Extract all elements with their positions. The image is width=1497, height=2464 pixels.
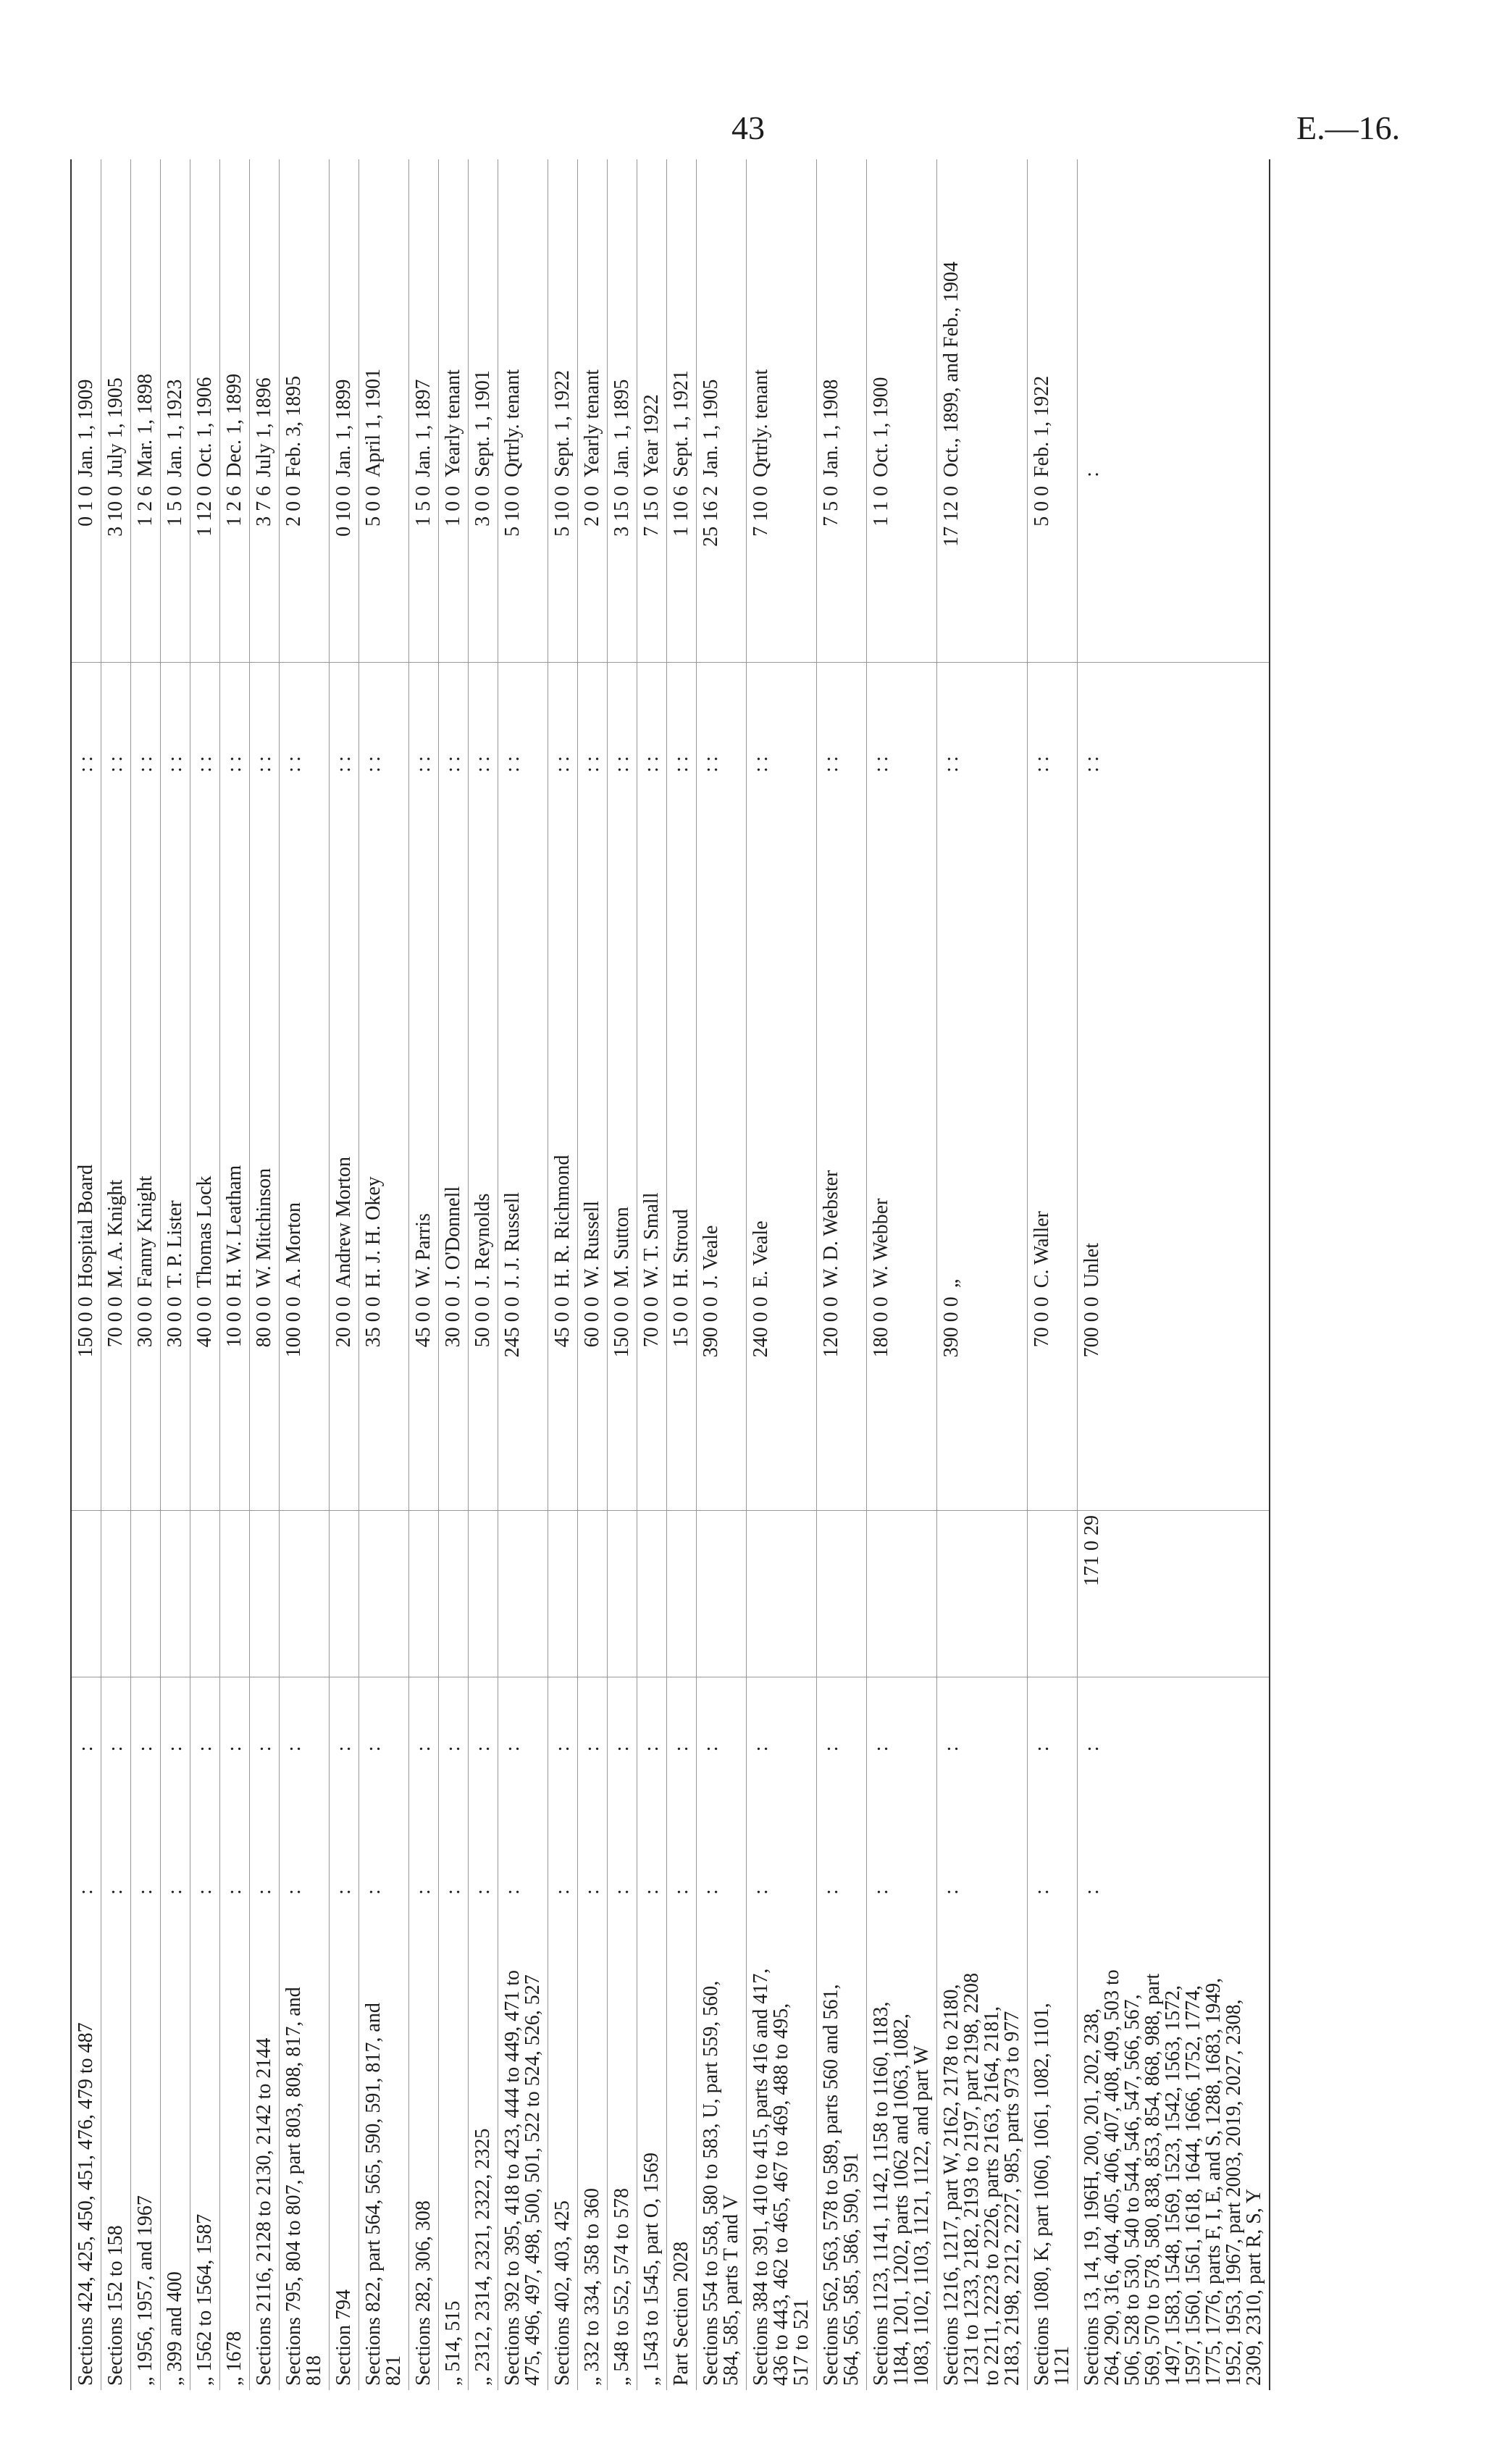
value-cell: 30 0 0 [439,1292,469,1510]
leader-dots-cell: : : [164,755,186,773]
area-cell [608,1510,637,1677]
value-cell: 180 0 0 [867,1292,937,1510]
leader-dots-cell: : : [1031,755,1053,773]
area-cell [280,1510,330,1677]
leader-dots-cell: : [1081,1746,1103,1752]
area-cell [359,1510,409,1677]
area-cell [161,1510,190,1677]
leader-dots-cell: : [940,1746,963,1752]
lessee-cell: H. R. Richmond [551,1155,574,1288]
area-cell [220,1510,250,1677]
area-cell: 171 0 29 [1078,1510,1270,1677]
rent-cell: 1 12 0 [190,482,220,663]
rent-cell: 1 2 6 [220,482,250,663]
value-cell: 60 0 0 [578,1292,608,1510]
leader-dots-cell: : : [750,755,772,773]
land-description-cell: „ 1543 to 1545, part O, 1569 [640,2153,663,2386]
leader-dots-cell: : [253,1889,275,1895]
rent-cell: 1 5 0 [409,482,439,663]
area-cell [498,1510,548,1677]
land-description-cell: Sections 392 to 395, 418 to 423, 444 to 449, 471 to 475, 496, 497, 498, 500, 501, 522 to 524, 526, 527 [501,1970,544,2386]
rent-cell: 5 0 0 [1028,482,1078,663]
leader-dots-cell: : [501,1889,524,1895]
lessee-cell: „ [940,1278,963,1288]
expiry-cell: Jan. 1, 1897 [412,379,435,477]
rent-cell: 1 10 6 [667,482,697,663]
leader-dots-cell: : [362,1889,385,1895]
leader-dots-cell: : [820,1889,842,1895]
expiry-cell: : [1081,472,1103,477]
land-description-cell: Sections 384 to 391, 410 to 415, parts 416 and 417, 436 to 443, 462 to 465, 467 to 469, 488 to 495, 517 to 521 [750,1968,813,2386]
table-row [131,159,161,2390]
leader-dots-cell: : [551,1889,574,1895]
lessee-cell: Andrew Morton [332,1157,355,1288]
table-row [1028,159,1078,2390]
land-description-cell: Sections 822, part 564, 565, 590, 591, 817, and 821 [362,2003,405,2386]
leader-dots-cell: : [362,1746,385,1752]
table-row [498,159,548,2390]
table-row [548,159,578,2390]
rent-cell: 5 0 0 [359,482,409,663]
lessee-cell: H. W. Leatham [223,1165,246,1288]
leader-dots-cell: : [75,1889,97,1895]
land-description-cell: „ 1678 [223,2331,246,2386]
lessee-cell: W. Parris [412,1213,435,1288]
expiry-cell: Qrtrly. tenant [750,369,772,477]
leader-dots-cell: : [820,1746,842,1752]
rent-cell: 1 1 0 [867,482,937,663]
area-cell [637,1510,667,1677]
leader-dots-cell: : : [253,755,275,773]
table-row [190,159,220,2390]
leader-dots-cell: : [501,1746,524,1752]
table-row [1078,159,1270,2390]
leader-dots-cell: : [332,1889,355,1895]
land-description-cell: „ 399 and 400 [164,2271,186,2386]
leader-dots-cell: : : [134,755,156,773]
expiry-cell: Jan. 1, 1923 [164,379,186,477]
leader-dots-cell: : : [104,755,127,773]
value-cell: 20 0 0 [330,1292,359,1510]
area-cell [330,1510,359,1677]
rent-cell: 1 0 0 [439,482,469,663]
value-cell: 245 0 0 [498,1292,548,1510]
expiry-cell: July 1, 1905 [104,377,127,477]
value-cell: 100 0 0 [280,1292,330,1510]
lessee-cell: C. Waller [1031,1211,1053,1288]
table-row [220,159,250,2390]
land-description-cell: Sections 152 to 158 [104,2225,127,2386]
lessee-cell: J. Reynolds [471,1193,494,1288]
expiry-cell: Jan. 1, 1905 [700,379,722,477]
table-header-rule [65,159,71,2390]
value-cell: 390 0 0 [937,1292,1028,1510]
leader-dots-cell: : [412,1746,435,1752]
leader-dots-cell: : : [581,755,603,773]
table-row [71,159,101,2390]
leader-dots-cell: : [75,1746,97,1752]
value-cell: 150 0 0 [608,1292,637,1510]
leader-dots-cell: : [750,1746,772,1752]
lessee-cell: H. J. H. Okey [362,1176,385,1288]
value-cell: 10 0 0 [220,1292,250,1510]
rotated-table-wrapper [65,159,1265,2390]
expiry-cell: Qrtrly. tenant [501,369,524,477]
value-cell: 45 0 0 [548,1292,578,1510]
leader-dots-cell: : [870,1746,892,1752]
leader-dots-cell: : [253,1746,275,1752]
leader-dots-cell: : : [551,755,574,773]
table-body [71,159,1270,2390]
leader-dots-cell: : [442,1746,464,1752]
leader-dots-cell: : [670,1746,692,1752]
leader-dots-cell: : : [940,755,963,773]
area-cell [867,1510,937,1677]
leader-dots-cell: : : [501,755,524,773]
table-row [409,159,439,2390]
leader-dots-cell: : : [282,755,305,773]
table-row [578,159,608,2390]
leader-dots-cell: : [282,1746,305,1752]
lessee-cell: A. Morton [282,1202,305,1288]
leader-dots-cell: : [442,1889,464,1895]
value-cell: 30 0 0 [131,1292,161,1510]
rent-cell: 17 12 0 [937,482,1028,663]
leader-dots-cell: : [551,1746,574,1752]
land-description-cell: Section 794 [332,2289,355,2386]
leader-dots-cell: : [581,1889,603,1895]
area-cell [101,1510,131,1677]
table-row [637,159,667,2390]
lessee-cell: H. Stroud [670,1209,692,1288]
rent-cell: 5 10 0 [548,482,578,663]
leader-dots-cell: : [471,1889,494,1895]
table-row [161,159,190,2390]
table-row [330,159,359,2390]
area-cell [548,1510,578,1677]
table-row [667,159,697,2390]
leader-dots-cell: : [332,1746,355,1752]
value-cell: 15 0 0 [667,1292,697,1510]
leader-dots-cell: : [104,1746,127,1752]
lessee-cell: W. Mitchinson [253,1168,275,1288]
rent-cell: 7 10 0 [747,482,817,663]
land-description-cell: Sections 1216, 1217, part W, 2162, 2178 to 2180, 1231 to 1233, 2182, 2193 to 2197, part 2198, 2208 to 2211, 2223 to 2226, parts 2163, 2164, 2181, 2183, 2198, 2212, 2227, 985, parts 973 to 977 [940,1972,1023,2386]
rent-cell: 3 7 6 [250,482,280,663]
lessee-cell: Fanny Knight [134,1176,156,1288]
expiry-cell: Year 1922 [640,394,663,477]
expiry-cell: April 1, 1901 [362,368,385,477]
area-cell [439,1510,469,1677]
lessee-cell: Thomas Lock [193,1176,216,1288]
value-cell: 150 0 0 [71,1292,101,1510]
rent-cell: 1 2 6 [131,482,161,663]
land-description-cell: Sections 13, 14, 19, 196H, 200, 201, 202, 238, 264, 290, 316, 404, 405, 406, 407, 408, 409, 503 to 506, 528 to 530, 540 to 544, 546, 547, 566, 567, 569, 570 to 578, 580, 838, 853, 854, 868, 988, part 1497, 1583, 1548, 1569, 1523, 1542, 1563, 1572, 1597, 1560, 1561, 1618, 1644, 1666, 1752, 1774, 1775, 1776, parts F, I, E, and S, 1288, 1683, 1949, 1952, 1953, 1967, part 2003, 2019, 2027, 2308, 2309, 2310, part R, S, Y [1081,1969,1265,2386]
land-description-cell: Sections 2116, 2128 to 2130, 2142 to 2144 [253,2037,275,2386]
land-description-cell: „ 548 to 552, 574 to 578 [611,2188,633,2386]
rent-cell: 3 15 0 [608,482,637,663]
page-number: 43 [731,109,765,146]
area-cell [937,1510,1028,1677]
leader-dots-cell: : [670,1889,692,1895]
lease-table [65,159,1270,2390]
expiry-cell: Feb. 3, 1895 [282,375,305,477]
expiry-cell: Oct. 1, 1900 [870,377,892,477]
lessee-cell: W. D. Webster [820,1170,842,1288]
document-code: E.—16. [1296,109,1401,146]
lessee-cell: M. Sutton [611,1207,633,1288]
land-description-cell: Sections 1080, K, part 1060, 1061, 1082, 1101, 1121 [1031,2003,1073,2386]
leader-dots-cell: : [193,1889,216,1895]
expiry-cell: Oct., 1899, and Feb., 1904 [940,261,963,477]
leader-dots-cell: : [870,1889,892,1895]
expiry-cell: Jan. 1, 1908 [820,379,842,477]
area-cell [1028,1510,1078,1677]
value-cell: 30 0 0 [161,1292,190,1510]
rent-cell: 1 5 0 [161,482,190,663]
value-cell: 50 0 0 [469,1292,498,1510]
table-row [280,159,330,2390]
expiry-cell: Sept. 1, 1922 [551,370,574,477]
table-row [359,159,409,2390]
land-description-cell: Sections 554 to 558, 580 to 583, U, part 559, 560, 584, 585, parts T and V [700,1980,742,2386]
rent-cell: 0 10 0 [330,482,359,663]
area-cell [578,1510,608,1677]
area-cell [71,1510,101,1677]
rent-cell: 5 10 0 [498,482,548,663]
land-description-cell: „ 514, 515 [442,2300,464,2386]
value-cell: 70 0 0 [637,1292,667,1510]
leader-dots-cell: : [471,1746,494,1752]
table-row [747,159,817,2390]
leader-dots-cell: : : [670,755,692,773]
area-cell [409,1510,439,1677]
leader-dots-cell: : [223,1889,246,1895]
leader-dots-cell: : : [611,755,633,773]
area-cell [190,1510,220,1677]
table-row [101,159,131,2390]
leader-dots-cell: : [1031,1746,1053,1752]
value-cell: 700 0 0 [1078,1292,1270,1510]
expiry-cell: Mar. 1, 1898 [134,373,156,477]
expiry-cell: Yearly tenant [442,369,464,477]
lessee-cell: W. Webber [870,1198,892,1288]
leader-dots-cell: : [134,1889,156,1895]
lessee-cell: J. J. Russell [501,1191,524,1288]
land-description-cell: Sections 795, 804 to 807, part 803, 808, 817, and 818 [282,1987,325,2386]
value-cell: 70 0 0 [101,1292,131,1510]
lessee-cell: Hospital Board [75,1164,97,1288]
rent-cell: 0 1 0 [71,482,101,663]
value-cell: 40 0 0 [190,1292,220,1510]
leader-dots-cell: : : [332,755,355,773]
lessee-cell: W. T. Small [640,1192,663,1288]
area-cell [469,1510,498,1677]
expiry-cell: Jan. 1, 1899 [332,379,355,477]
leader-dots-cell: : [104,1889,127,1895]
table-row [250,159,280,2390]
leader-dots-cell: : : [471,755,494,773]
leader-dots-cell: : [282,1889,305,1895]
leader-dots-cell: : [164,1889,186,1895]
area-cell [747,1510,817,1677]
area-cell [667,1510,697,1677]
leader-dots-cell: : : [442,755,464,773]
leader-dots-cell: : [640,1746,663,1752]
rent-cell: 7 5 0 [817,482,867,663]
land-description-cell: Part Section 2028 [670,2241,692,2386]
table-row [867,159,937,2390]
leader-dots-cell: : [1031,1889,1053,1895]
table-row [439,159,469,2390]
lessee-cell: J. O'Donnell [442,1186,464,1288]
value-cell: 45 0 0 [409,1292,439,1510]
rent-cell [1078,482,1270,663]
lessee-cell: J. Veale [700,1225,722,1288]
leader-dots-cell: : [223,1746,246,1752]
value-cell: 390 0 0 [697,1292,747,1510]
value-cell: 80 0 0 [250,1292,280,1510]
land-description-cell: Sections 402, 403, 425 [551,2200,574,2386]
leader-dots-cell: : : [412,755,435,773]
land-description-cell: „ 1956, 1957, and 1967 [134,2195,156,2386]
value-cell: 35 0 0 [359,1292,409,1510]
area-cell [697,1510,747,1677]
leader-dots-cell: : : [193,755,216,773]
leader-dots-cell: : [700,1746,722,1752]
land-description-cell: Sections 282, 306, 308 [412,2200,435,2386]
leader-dots-cell: : [164,1746,186,1752]
expiry-cell: Oct. 1, 1906 [193,377,216,477]
leader-dots-cell: : : [362,755,385,773]
table-row [697,159,747,2390]
leader-dots-cell: : [611,1889,633,1895]
leader-dots-cell: : [1081,1889,1103,1895]
area-cell [250,1510,280,1677]
land-description-cell: „ 1562 to 1564, 1587 [193,2213,216,2386]
table-row [469,159,498,2390]
expiry-cell: Jan. 1, 1895 [611,379,633,477]
value-cell: 240 0 0 [747,1292,817,1510]
table-row [937,159,1028,2390]
expiry-cell: Feb. 1, 1922 [1031,375,1053,477]
leader-dots-cell: : : [75,755,97,773]
rent-cell: 3 10 0 [101,482,131,663]
expiry-cell: Sept. 1, 1921 [670,370,692,477]
area-cell [131,1510,161,1677]
lessee-cell: E. Veale [750,1220,772,1288]
rent-cell: 7 15 0 [637,482,667,663]
leader-dots-cell: : : [640,755,663,773]
lessee-cell: W. Russell [581,1200,603,1288]
leader-dots-cell: : : [1081,755,1103,773]
lessee-cell: M. A. Knight [104,1179,127,1288]
leader-dots-cell: : [193,1746,216,1752]
land-description-cell: „ 2312, 2314, 2321, 2322, 2325 [471,2128,494,2386]
expiry-cell: Dec. 1, 1899 [223,373,246,477]
leader-dots-cell: : [940,1889,963,1895]
rent-cell: 3 0 0 [469,482,498,663]
leader-dots-cell: : [750,1889,772,1895]
expiry-cell: Jan. 1, 1909 [75,379,97,477]
land-description-cell: Sections 1123, 1141, 1142, 1158 to 1160, 1183, 1184, 1201, 1202, parts 1062 and 1063, 1082, 1083, 1102, 1103, 1121, 1122, and part W [870,2001,933,2386]
table-row [817,159,867,2390]
table-row [608,159,637,2390]
leader-dots-cell: : [640,1889,663,1895]
lessee-cell: Unlet [1081,1243,1103,1288]
expiry-cell: Sept. 1, 1901 [471,370,494,477]
rent-cell: 25 16 2 [697,482,747,663]
leader-dots-cell: : [700,1889,722,1895]
leader-dots-cell: : [134,1746,156,1752]
rent-cell: 2 0 0 [280,482,330,663]
value-cell: 70 0 0 [1028,1292,1078,1510]
lessee-cell: T. P. Lister [164,1200,186,1288]
leader-dots-cell: : [611,1746,633,1752]
land-description-cell: Sections 424, 425, 450, 451, 476, 479 to 487 [75,2022,97,2386]
value-cell: 120 0 0 [817,1292,867,1510]
expiry-cell: Yearly tenant [581,369,603,477]
land-description-cell: Sections 562, 563, 578 to 589, parts 560 and 561, 564, 565, 585, 586, 590, 591 [820,1984,863,2386]
leader-dots-cell: : : [820,755,842,773]
leader-dots-cell: : : [870,755,892,773]
area-cell [817,1510,867,1677]
leader-dots-cell: : [412,1889,435,1895]
expiry-cell: July 1, 1896 [253,377,275,477]
leader-dots-cell: : : [700,755,722,773]
leader-dots-cell: : [581,1746,603,1752]
land-description-cell: „ 332 to 334, 358 to 360 [581,2188,603,2386]
rent-cell: 2 0 0 [578,482,608,663]
leader-dots-cell: : : [223,755,246,773]
